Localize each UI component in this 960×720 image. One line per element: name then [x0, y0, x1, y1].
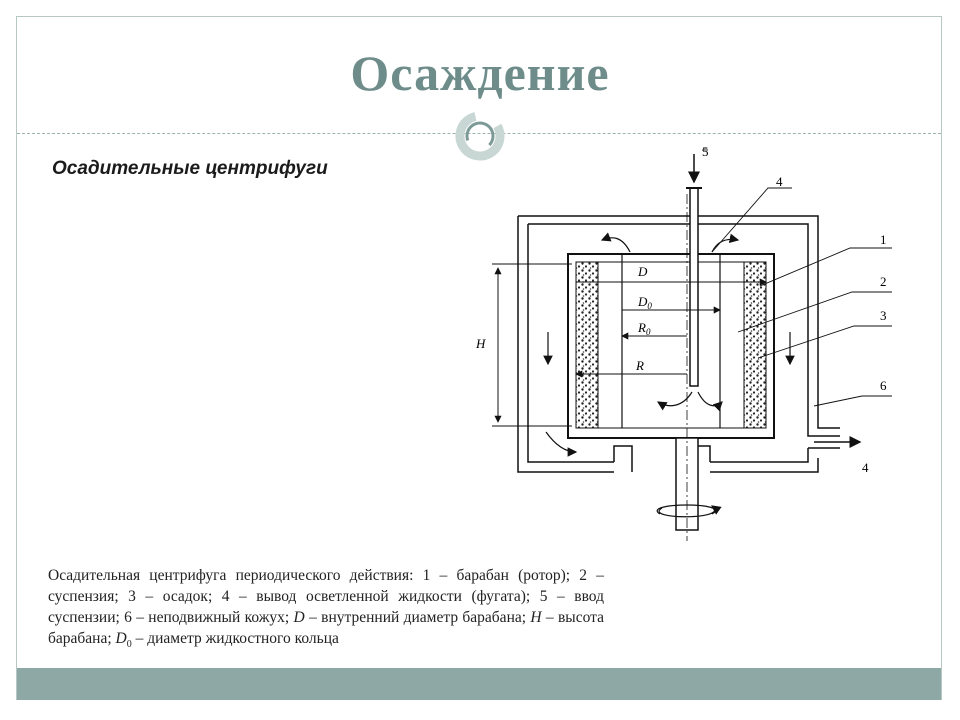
centrifuge-diagram	[462, 136, 922, 546]
feed-pipe	[686, 188, 702, 386]
label-6: 6	[880, 378, 887, 393]
sediment-right	[744, 262, 766, 428]
leader-lines	[702, 150, 892, 406]
label-R: R	[636, 358, 644, 373]
flow-arrow-top-right	[712, 239, 738, 252]
flow-arrow-housing-bottom	[546, 432, 576, 452]
flow-arrow-top-left	[602, 238, 630, 252]
label-5: 5	[702, 144, 709, 159]
label-H: H	[476, 336, 486, 351]
flow-arrow-bottom-right	[698, 392, 722, 406]
figure-caption: Осадительная центрифуга периодического действия: 1 – барабан (ротор); 2 – суспензия; 3 – осадок; 4 – вывод осветленной жидкости (фугата); 5 – ввод суспензии; 6 – неподвижный кожух; D – внутренний диаметр барабана; H – высота барабана; $D_0$ – диаметр жидкостного кольца	[48, 567, 604, 651]
label-R0: $R_0$	[638, 320, 651, 337]
label-1: 1	[880, 232, 887, 247]
label-3: 3	[880, 308, 887, 323]
sediment-left	[576, 262, 598, 428]
footer-bar	[17, 668, 941, 700]
slide-subtitle: Осадительные центрифуги	[52, 158, 328, 179]
label-4-bottom: 4	[862, 460, 869, 475]
dimension-lines	[492, 264, 766, 426]
label-2: 2	[880, 274, 887, 289]
slide-title: Осаждение	[350, 45, 610, 101]
label-4-top: 4	[776, 174, 783, 189]
label-D0: $D_0$	[638, 294, 652, 311]
label-D: D	[638, 264, 648, 279]
